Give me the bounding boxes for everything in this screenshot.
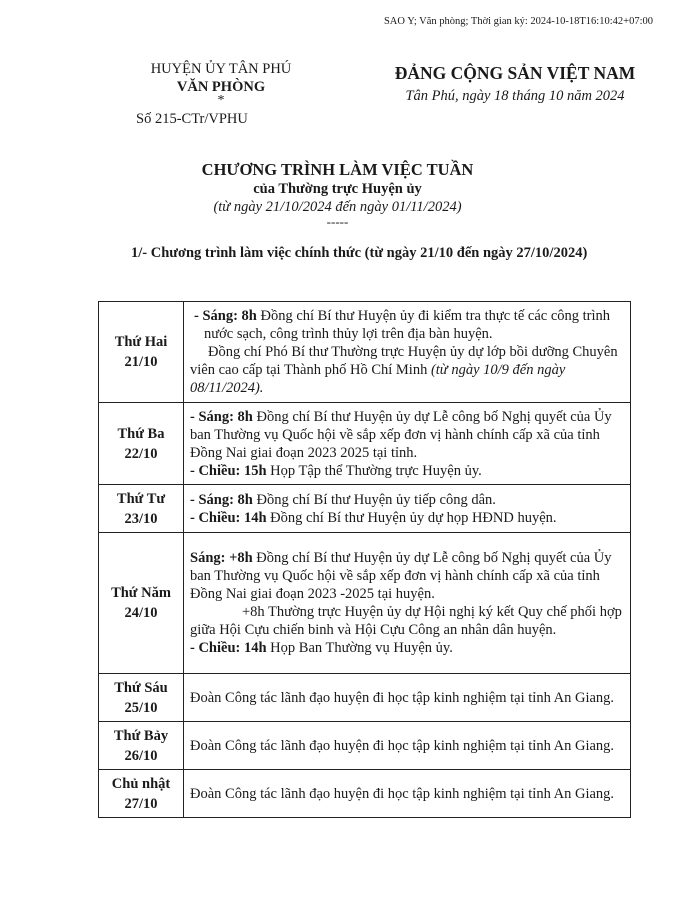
document-title-block: [0, 160, 675, 228]
day-name: Thứ Tư: [116, 490, 166, 507]
schedule-line: [190, 408, 624, 462]
activity-text: +8h Thường trực Huyện ủy dự Hội nghị ký kết Quy chế phối hợp giữa Hội Cựu chiến binh và Hội Cựu Công an nhân dân huyện.: [190, 604, 622, 638]
day-date: 21/10: [124, 354, 158, 370]
time-label: - Chiều: 14h: [190, 640, 267, 656]
schedule-line: [190, 307, 624, 343]
document-date-range: (từ ngày 21/10/2024 đến ngày 01/11/2024): [213, 199, 462, 215]
schedule-content: [184, 403, 631, 485]
activity-text: Đồng chí Bí thư Huyện ủy tiếp công dân.: [252, 491, 496, 508]
time-label: - Sáng: 8h: [194, 308, 257, 324]
activity-text: Đồng chí Bí thư Huyện ủy dự Lễ công bố Nghị quyết của Ủy ban Thường vụ Quốc hội về sắp xếp đơn vị hành chính cấp xã của tỉnh Đồng Nai giai đoạn 2023 -2025 tại huyện.: [190, 550, 612, 602]
activity-text: Đồng chí Bí thư Huyện ủy dự họp HĐND huyện.: [266, 509, 557, 526]
day-cell: [99, 302, 184, 403]
time-label: - Chiều: 15h: [190, 462, 267, 479]
table-row: [99, 674, 631, 722]
schedule-line: [190, 343, 624, 397]
title-divider: -----: [326, 214, 349, 229]
time-label: - Sáng: 8h: [190, 408, 253, 425]
day-cell: [99, 403, 184, 485]
activity-note: (từ ngày 10/9 đến ngày 08/11/2024).: [190, 362, 566, 396]
activity-text: Đoàn Công tác lãnh đạo huyện đi học tập kinh nghiệm tại tỉnh An Giang.: [190, 737, 615, 754]
document-number: Số 215-CTr/VPHU: [136, 111, 248, 127]
day-cell: [99, 674, 184, 722]
activity-text: Đoàn Công tác lãnh đạo huyện đi học tập kinh nghiệm tại tỉnh An Giang.: [190, 689, 615, 706]
day-date: 25/10: [124, 699, 158, 716]
table-row: [99, 722, 631, 770]
schedule-line: [190, 491, 624, 509]
activity-text: Đồng chí Phó Bí thư Thường trực Huyện ủy dự lớp bồi dưỡng Chuyên viên cao cấp tại Thành phố Hồ Chí Minh: [190, 344, 618, 378]
schedule-table: [98, 301, 631, 818]
schedule-content: [184, 770, 631, 818]
activity-text: Đoàn Công tác lãnh đạo huyện đi học tập kinh nghiệm tại tỉnh An Giang.: [190, 785, 615, 802]
time-label: - Chiều: 14h: [190, 509, 267, 526]
day-name: Thứ Hai: [114, 334, 168, 350]
day-name: Thứ Ba: [117, 425, 165, 442]
day-name: Thứ Bảy: [113, 727, 169, 744]
document-subtitle: của Thường trực Huyện ủy: [253, 181, 422, 197]
party-header: [380, 62, 650, 105]
issuer-org: HUYỆN ỦY TÂN PHÚ: [150, 61, 292, 77]
day-cell: [99, 722, 184, 770]
day-date: 27/10: [124, 795, 158, 812]
schedule-line: [190, 639, 624, 657]
activity-text: Họp Ban Thường vụ Huyện ủy.: [266, 640, 453, 656]
day-date: 23/10: [124, 510, 158, 527]
schedule-content: [184, 302, 631, 403]
activity-text: Đồng chí Bí thư Huyện ủy dự Lễ công bố Nghị quyết của Ủy ban Thường vụ Quốc hội về sắp xếp đơn vị hành chính cấp xã của tỉnh Đồng Nai giai đoạn 2023 2025 tại tỉnh.: [190, 408, 612, 461]
schedule-content: [184, 533, 631, 674]
table-row: [99, 485, 631, 533]
document-date: Tân Phú, ngày 18 tháng 10 năm 2024: [405, 88, 625, 104]
activity-text: Đồng chí Bí thư Huyện ủy đi kiểm tra thực tế các công trình nước sạch, công trình thủy lợi trên địa bàn huyện.: [204, 308, 611, 342]
schedule-content: [184, 722, 631, 770]
issuer-office: VĂN PHÒNG: [176, 79, 266, 95]
day-date: 22/10: [124, 445, 158, 462]
day-name: Thứ Năm: [111, 585, 171, 601]
schedule-content: [184, 674, 631, 722]
schedule-line: [190, 509, 624, 527]
table-row: [99, 770, 631, 818]
document-title: CHƯƠNG TRÌNH LÀM VIỆC TUẦN: [201, 160, 474, 179]
schedule-line: [190, 462, 624, 480]
table-row: [99, 302, 631, 403]
issuer-block: [116, 60, 326, 128]
day-name: Chủ nhật: [111, 775, 171, 792]
table-row: [99, 403, 631, 485]
day-name: Thứ Sáu: [114, 679, 168, 696]
time-label: - Sáng: 8h: [190, 491, 253, 508]
star-mark: *: [217, 93, 225, 108]
schedule-line: [190, 603, 624, 639]
day-cell: [99, 485, 184, 533]
day-cell: [99, 770, 184, 818]
digital-signature-stamp: SAO Y; Văn phòng; Thời gian ký: 2024-10-18T16:10:42+07:00: [383, 16, 653, 27]
table-row: [99, 533, 631, 674]
party-name: ĐẢNG CỘNG SẢN VIỆT NAM: [394, 63, 636, 83]
day-date: 24/10: [124, 605, 158, 621]
activity-text: Họp Tập thể Thường trực Huyện ủy.: [266, 462, 482, 479]
schedule-line: [190, 549, 624, 603]
schedule-content: [184, 485, 631, 533]
section-heading-1: 1/- Chương trình làm việc chính thức (từ ngày 21/10 đến ngày 27/10/2024): [131, 245, 588, 261]
day-cell: [99, 533, 184, 674]
day-date: 26/10: [124, 747, 158, 764]
time-label: Sáng: +8h: [190, 550, 253, 566]
